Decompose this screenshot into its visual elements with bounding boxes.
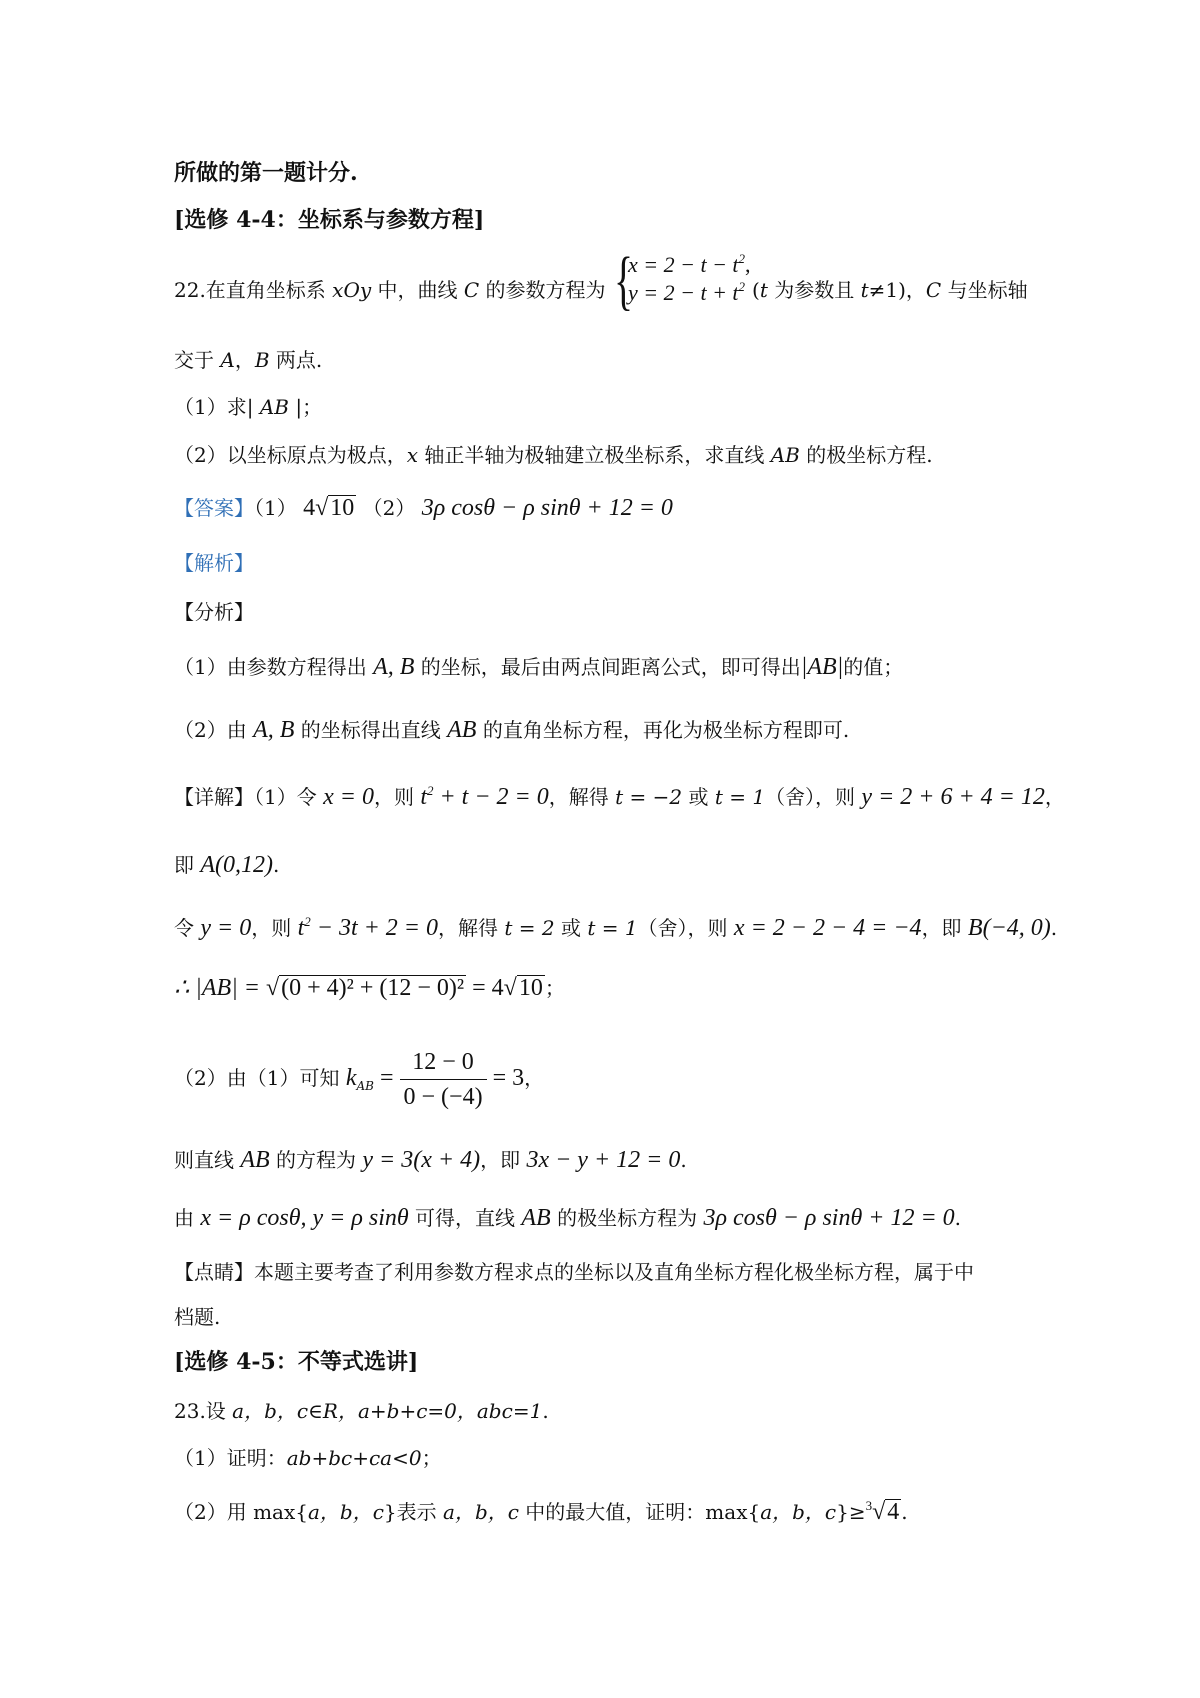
detail-line-3: 令 y = 0，则 $t^2 - 3t + 2 = 0$，解得 t = 2 或 t = 1（舍），则 x = 2 − 2 − 4 = −4，即 B(−4, 0). bbox=[174, 914, 1058, 941]
question-22-part-2: （2）以坐标原点为极点，x 轴正半轴为极轴建立极坐标系，求直线 AB 的极坐标方程. bbox=[174, 443, 933, 467]
question-22-line-2: 交于 A，B 两点. bbox=[174, 348, 323, 372]
system-brace: { bbox=[614, 244, 634, 317]
fenxi-label: 【分析】 bbox=[174, 600, 254, 624]
analysis-step-2: （2）由 A, B 的坐标得出直线 AB 的直角坐标方程，再化为极坐标方程即可. bbox=[174, 717, 850, 743]
dianjing-line-1: 【点睛】本题主要考查了利用参数方程求点的坐标以及直角坐标方程化极坐标方程，属于中 bbox=[174, 1260, 974, 1284]
text: 中，曲线 bbox=[371, 278, 464, 302]
math-xoy: xOy bbox=[332, 278, 372, 302]
analysis-label: 【解析】 bbox=[174, 551, 254, 575]
answer-value-2: 3ρ cosθ − ρ sinθ + 12 = 0 bbox=[421, 495, 673, 521]
answer-label: 【答案】 bbox=[174, 496, 254, 520]
question-22-line-1 bbox=[174, 275, 606, 305]
detail-line-2: 即 A(0,12). bbox=[174, 852, 280, 878]
dianjing-line-2: 档题. bbox=[174, 1305, 221, 1329]
detail-line-6: 则直线 AB 的方程为 y = 3(x + 4)，即 3x − y + 12 = 0. bbox=[174, 1147, 687, 1173]
question-23-part-2: （2）用 max{a，b，c}表示 a，b，c 中的最大值，证明：max{a，b，c}≥$^3$√4 . bbox=[174, 1498, 908, 1525]
text: 的参数方程为 bbox=[479, 278, 606, 302]
detail-label: 【详解】 bbox=[174, 785, 254, 809]
equation-x: $x = 2 - t - t^2$, bbox=[628, 251, 751, 277]
equation-y: $y = 2 - t + t^2$ bbox=[628, 279, 746, 305]
detail-line-1: 【详解】（1）令 x = 0，则 $t^2 + t - 2 = 0$，解得 t = −2 或 t = 1（舍），则 y = 2 + 6 + 4 = 12， bbox=[174, 783, 1065, 810]
answer-value-1: 4√10 bbox=[303, 495, 355, 521]
detail-line-4: ∴ |AB| = √(0 + 4)² + (12 − 0)² = 4√10 ； bbox=[174, 975, 565, 1001]
math-c: C bbox=[463, 278, 480, 302]
equation-system bbox=[628, 251, 751, 307]
analysis-step-1: （1）由参数方程得出 A, B 的坐标，最后由两点间距离公式，即可得出|AB|的值； bbox=[174, 654, 904, 680]
section-heading-4-5: [选修 4-5：不等式选讲] bbox=[174, 1349, 419, 1375]
intro-text: 所做的第一题计分. bbox=[174, 160, 358, 186]
question-23-part-1: （1）证明：ab+bc+ca<0； bbox=[174, 1446, 442, 1470]
text: 22.在直角坐标系 bbox=[174, 278, 333, 302]
section-heading-4-4: [选修 4-4：坐标系与参数方程] bbox=[174, 207, 485, 233]
slope-fraction: $\frac{12 - 0}{0 - (-4)}$ bbox=[400, 1045, 487, 1114]
question-23-line-1: 23.设 a，b，c∈R，a+b+c=0，abc=1. bbox=[174, 1399, 549, 1423]
question-22-line-1-end: (t 为参数且 t≠1)，C 与坐标轴 bbox=[752, 278, 1028, 302]
detail-line-7: 由 x = ρ cosθ, y = ρ sinθ 可得，直线 AB 的极坐标方程为 3ρ cosθ − ρ sinθ + 12 = 0. bbox=[174, 1205, 961, 1231]
question-22-part-1: （1）求| AB |； bbox=[174, 395, 323, 419]
answer-line: 【答案】（1） 4√10 （2） 3ρ cosθ − ρ sinθ + 12 = 0 bbox=[174, 495, 673, 521]
detail-line-5: （2）由（1）可知 $k_{AB}$ = $\frac{12 - 0}{0 - (-4)}$ = 3， bbox=[174, 1040, 544, 1116]
